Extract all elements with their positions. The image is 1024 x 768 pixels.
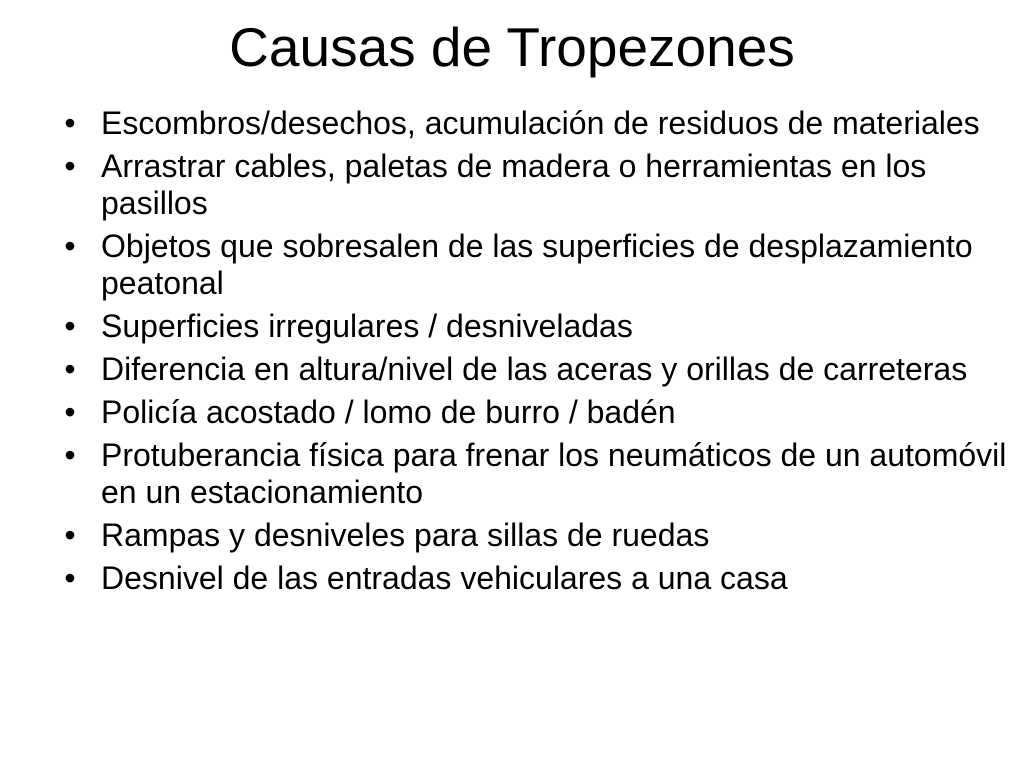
bullet-text: Superficies irregulares / desniveladas (101, 308, 633, 344)
bullet-text: Diferencia en altura/nivel de las aceras y orillas de carreteras (101, 351, 968, 387)
bullet-item (55, 351, 1020, 388)
bullet-text: Rampas y desniveles para sillas de ruedas (101, 517, 710, 553)
bullet-text: Escombros/desechos, acumulación de residuos de materiales (101, 105, 980, 141)
slide-title: Causas de Tropezones (229, 16, 795, 78)
bullet-icon: • (64, 394, 76, 430)
bullet-icon: • (64, 228, 76, 264)
bullet-text: Protuberancia física para frenar los neumáticos de un automóvil en un estacionamiento (101, 437, 1007, 510)
bullet-item (55, 228, 1020, 302)
bullet-icon: • (64, 308, 76, 344)
bullet-list (55, 105, 1020, 603)
bullet-text: Desnivel de las entradas vehiculares a una casa (101, 560, 788, 596)
bullet-icon: • (64, 105, 76, 141)
bullet-item (55, 394, 1020, 431)
bullet-item (55, 560, 1020, 597)
bullet-icon: • (64, 148, 76, 184)
bullet-icon: • (64, 351, 76, 387)
bullet-icon: • (64, 517, 76, 553)
bullet-item (55, 517, 1020, 554)
bullet-text: Arrastrar cables, paletas de madera o herramientas en los pasillos (101, 148, 927, 221)
bullet-icon: • (64, 560, 76, 596)
bullet-item (55, 148, 1020, 222)
bullet-text: Policía acostado / lomo de burro / badén (101, 394, 676, 430)
bullet-item (55, 308, 1020, 345)
bullet-item (55, 105, 1020, 142)
bullet-item (55, 437, 1020, 511)
bullet-icon: • (64, 437, 76, 473)
bullet-text: Objetos que sobresalen de las superficies de desplazamiento peatonal (101, 228, 973, 301)
